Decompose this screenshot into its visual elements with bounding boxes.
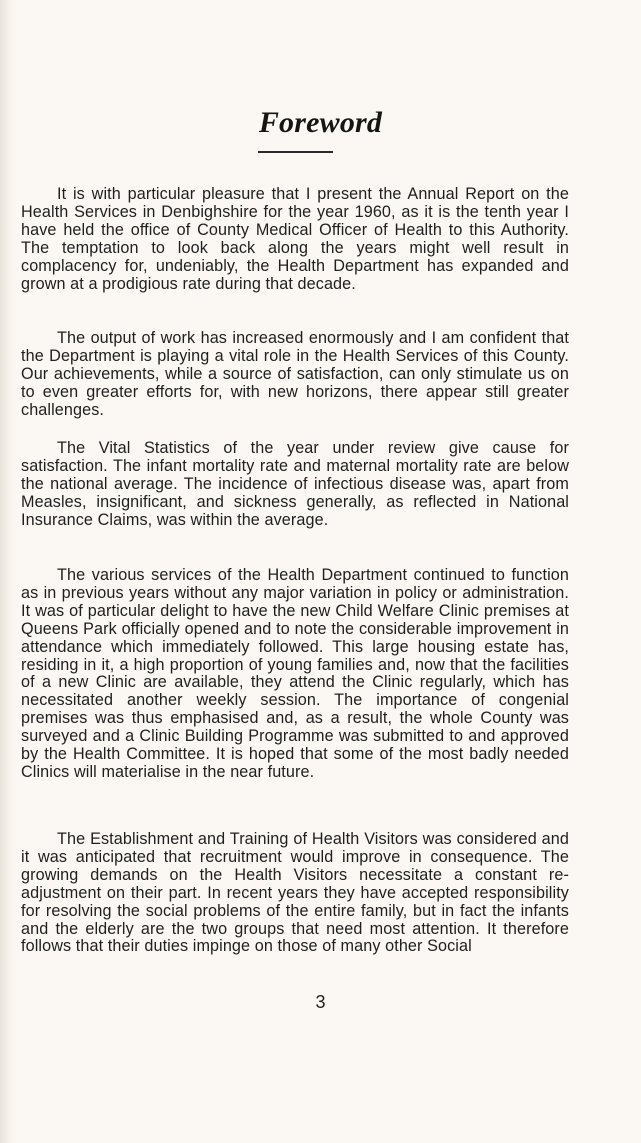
paragraph-2: The output of work has increased enormously and I am confident that the Department is playing a vital role in the Health Services of this County. Our achievements, while a source of satisfaction, can only stimulate us on to even greater efforts for, with new horizons, there appear still greater challenges. xyxy=(21,329,569,419)
page-binding-edge xyxy=(0,0,14,1143)
page-number: 3 xyxy=(315,992,326,1012)
paragraph-4: The various services of the Health Department continued to function as in previous years without any major variation in policy or administration. It was of particular delight to have the new Child Welfare Clinic premises at Queens Park officially opened and to note the considerable improvement in attendance which immediately followed. This large housing estate has, residing in it, a high proportion of young families and, now that the facilities of a new Clinic are available, they attend the Clinic regularly, which has necessitated another weekly session. The importance of congenial premises was thus emphasised and, as a result, the whole County was surveyed and a Clinic Building Programme was submitted to and approved by the Health Committee. It is hoped that some of the most badly needed Clinics will materialise in the near future. xyxy=(21,566,569,781)
page-title: Foreword xyxy=(258,106,383,140)
paragraph-5: The Establishment and Training of Health Visitors was considered and it was anticipated that recruitment would improve in consequence. The growing demands on the Health Visitors necessitate a constant re-adjustment on their part. In recent years they have accepted responsibility for resolving the social problems of the entire family, but in fact the infants and the elderly are the two groups that need most attention. It therefore follows that their duties impinge on those of many other Social xyxy=(21,830,569,956)
title-divider xyxy=(258,151,333,153)
paragraph-1: It is with particular pleasure that I present the Annual Report on the Health Services in Denbighshire for the year 1960, as it is the tenth year I have held the office of County Medical Officer of Health to this Authority. The temptation to look back along the years might well result in complacency for, undeniably, the Health Department has expanded and grown at a prodigious rate during that decade. xyxy=(21,185,569,293)
paragraph-3: The Vital Statistics of the year under review give cause for satisfaction. The infant mortality rate and maternal mortality rate are below the national average. The incidence of infectious disease was, apart from Measles, insignificant, and sickness generally, as reflected in National Insurance Claims, was within the average. xyxy=(21,439,569,529)
